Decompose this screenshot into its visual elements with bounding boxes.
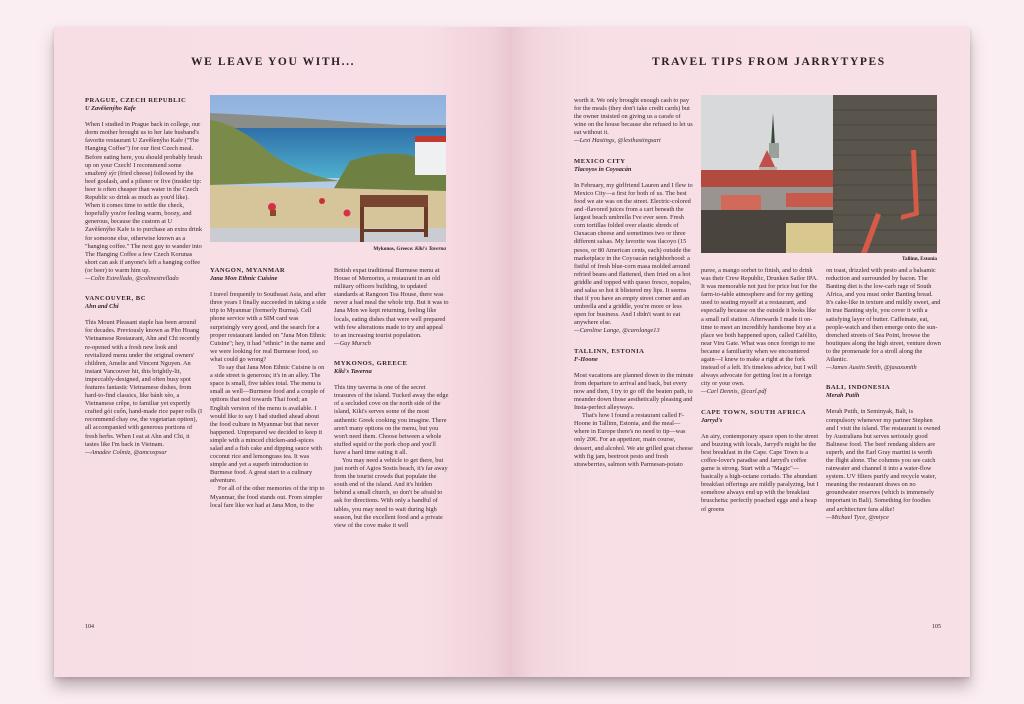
entry-body: An airy, contemporary space open to the street and buzzing with locals, Jarryd's might be the best breakfast in the Cape. Cape Town is a coffee-lover's paradise and Jarryd's coffee game is strong. Start with a "Magic"—basically a high-octane cortado. The abundant breakfast offerings are mildly paralyzing, but I somehow always end up with the breakfast bruschetta: perfectly poached eggs and a heap of greens	[701, 432, 819, 513]
magazine-spread	[54, 27, 970, 677]
entry-subhead: Jarryd's	[701, 416, 723, 424]
entry-subhead: Jana Mon Ethnic Cuisine	[210, 275, 278, 283]
left-column-3	[334, 267, 449, 530]
tallinn-image	[701, 95, 937, 253]
entry-tallinn	[574, 348, 694, 469]
entry-body: That's how I found a restaurant called F-Hoone in Tallinn, Estonia, and the meal—where in Europe there's no need to tip—was only 20€. For an appetizer, main course, dessert, and alcohol. We ate grilled goat cheese with fig jam, beetroot pesto and fresh strawberries, salmon with Parmesan-potato	[574, 412, 693, 468]
right-page	[512, 27, 970, 677]
entry-subhead: Tlacoyos in Coyoacán	[574, 165, 632, 173]
entry-yangon-cont	[334, 267, 449, 348]
entry-heading: MEXICO CITY	[574, 157, 626, 165]
entry-prague	[85, 97, 203, 283]
entry-body: Most vacations are planned down to the minute from departure to arrival and back, but every now and then, I try to go off the beaten path, to meander down those aesthetically pleasing and Insta-perfect alleyways.	[574, 371, 694, 412]
right-column-2	[701, 267, 819, 514]
entry-heading: BALI, INDONESIA	[826, 384, 891, 392]
entry-mexico-city	[574, 158, 694, 336]
entry-subhead: Ahn and Chi	[85, 303, 119, 311]
entry-body: In February, my girlfriend Lauren and I flew to Mexico City—a first for both of us. The best food we ate was on the street. Electric-colored and -flavored juices from a cart beneath the largest beach umbrella I've ever seen. Fresh corn tortillas folded over elastic shreds of Oaxacan cheese and sometimes two or three different salsas. My favorite was tlacoyo (15 pesos, or 80 American cents, each) outside the marketplace in the Coyoacán neighborhood: a fistful of fresh blue-corn masa molded around refried beans and flattened, then fried on a hot griddle and topped with queso fresco, nopales, and salsa so hot it blistered my lips. It seems that if you have an empty street corner and an umbrella and a griddle, you're more or less open for business. And I didn't want to eat anywhere else.	[574, 181, 693, 327]
entry-body: puree, a mango sorbet to finish, and to drink was their Crew Republic, Drunken Sailor IPA. It was memorable not just for price but for the farm-to-table atmosphere and for my getting used to seating myself at a restaurant, and especially because on the outside it looks like a small rail station. Afterwards I made it on-time to meet an incredibly handsome boy at a place we both happened upon, called Cafélito, near Viru Gate. What was once foreign to me became a familiarity when we encountered again—I knew to make a right at the fork instead of a left. It's timeless advice, but I will always advocate for getting lost in a foreign city or your own.	[701, 267, 818, 388]
entry-heading: YANGON, MYANMAR	[210, 267, 286, 274]
entry-heading: TALLINN, ESTONIA	[574, 347, 645, 355]
entry-heading: PRAGUE, CZECH REPUBLIC	[85, 97, 187, 104]
entry-credit: —James Austin Smith, @jasaxsmith	[826, 364, 917, 372]
entry-heading: VANCOUVER, BC	[85, 295, 146, 303]
entry-body: When I studied in Prague back in college, our dorm mother brought us to her late husband's favorite restaurant U Zavěšenýho Kafe ("The Hanging Coffee") for our first Czech meal. Before eating here, you should probably brush up on your Czech! I recommend some smažený sýr (fried cheese) followed by the beef goulash, and a pilsner or five (insider tip: beer is often cheaper than water in the Czech Republic so drink as much as you'd like). When it comes time to settle the check, hopefully you're feeling warm, boozy, and generous, because the custom at U Zavěšenýho Kafe is to purchase an extra drink for someone else, otherwise known as a "hanging coffee." The next guy to wander into The Hanging Coffee a few Czech Korunas short can ask if anyone's left a hanging coffee (or beer) to warm him up.	[85, 121, 202, 274]
entry-body: on toast, drizzled with pesto and a balsamic reduction and surrounded by bacon. The Banting diet is the low-carb rage of South Africa, and you must order Banting bread. It's cake-like in texture and mildly sweet, and in true Banting style, you cover it with a satisfying layer of butter. Caffeinate, eat, people-watch and then emerge onto the sun-drenched streets of Sea Point, browse the boutiques along the high street, venture down to the promenade for a stroll along the Atlantic.	[826, 267, 941, 364]
running-head-right: TRAVEL TIPS FROM JARRYTYPES	[652, 56, 886, 68]
entry-credit: —Caroline Lange, @carolange13	[574, 327, 660, 335]
entry-heading: CAPE TOWN, SOUTH AFRICA	[701, 408, 807, 416]
photo-caption-tallinn: Tallinn, Estonia	[902, 256, 937, 262]
entry-subhead: Kiki's Taverna	[334, 368, 372, 376]
left-column-2	[210, 267, 327, 510]
entry-body: This Mount Pleasant staple has been around for decades. Previously known as Pho Hoang Vietnamese Restaurant, Ahn and Chi recently re-opened with a fresh new look and revitalized menu under the original owners' children, Amelie and Vincent Nguyen. An instant Vancouver hit, this brightly-lit, impeccably-designed, and often busy spot features fantastic Vietnamese dishes, from hard-to-find classics, like bánh xèo, a Vietnamese crêpe, to familiar yet expertly crafted gỏi cuốn, hand-made rice paper rolls (I recommend chay ow, the vegetarian option), all accompanied with generous portions of fresh herbs. When I eat at Ahn and Chi, it tastes like I'm back in Vietnam.	[85, 319, 203, 448]
running-head-left: WE LEAVE YOU WITH...	[191, 56, 356, 68]
entry-subhead: F-Hoone	[574, 355, 598, 363]
photo-tallinn	[701, 95, 937, 253]
entry-credit: —Guy Mursch	[334, 339, 371, 347]
entry-credit: —Colin Estrellado, @colinestrellado	[85, 274, 179, 282]
entry-subhead: U Zavěšenýho Kafe	[85, 105, 136, 113]
photo-caption-mykonos: Mykonos, Greece: Kiki's Taverna	[373, 246, 446, 252]
left-column-1	[85, 97, 203, 469]
entry-bali	[826, 384, 941, 522]
page-number-left: 104	[85, 624, 94, 630]
page-number-right: 105	[932, 624, 941, 630]
right-column-1	[574, 97, 694, 469]
photo-mykonos	[210, 95, 446, 242]
entry-credit: —Michael Tyce, @mtyce	[826, 513, 889, 521]
entry-subhead: Merah Putih	[826, 392, 860, 400]
entry-body: For all of the other memories of the trip to Myanmar, the food stands out. From simpler local fare like we had at Jana Mon, to the	[210, 485, 325, 509]
entry-credit: —Carl Dennis, @carl.pdf	[701, 388, 767, 396]
entry-body: British expat traditional Burmese menu at House of Memories, a restaurant in an old military officers building, to updated standards at Rangoon Tea House, there was never a bad meal the whole trip. But it was to Jana Mon we kept returning, feeling like locals, eating dishes that were well prepared with few alterations made to try and appeal to an increasing tourist population.	[334, 267, 449, 339]
entry-body: worth it. We only brought enough cash to pay for the meals (they don't take credit cards) but the owner insisted on giving us a carafe of wine on the house because she refused to let us eat without it.	[574, 97, 693, 137]
entry-vancouver	[85, 295, 203, 457]
left-page	[54, 27, 512, 677]
right-column-3	[826, 267, 941, 522]
entry-body: You may need a vehicle to get there, but just north of Agios Sostis beach, it's far away from the tourist crowds that populate the south end of the island. And it's hidden behind a small church, so don't be afraid to ask for directions. With only a handful of tables, you may need to wait during high season, but the excellent food and a private view of the cove make it well	[334, 456, 448, 529]
entry-cape-town	[701, 409, 819, 514]
entry-heading: MYKONOS, GREECE	[334, 359, 408, 367]
entry-body: This tiny taverna is one of the secret treasures of the island. Tucked away the edge of a secluded cove on the north side of the island, Kiki's serves some of the most authentic Greek cooking you imagine. There aren't many options on the menu, but you won't need them. Choose between a whole stuffed squid or the pork chop and you'll have a hard time eating it all.	[334, 384, 449, 456]
entry-mykonos	[334, 360, 449, 530]
entry-body: To say that Jana Mon Ethnic Cuisine is on a side street is generous; it's in an alley. The space is small, five tables total. The menu is small as well—Burmese food and a couple of options that nod towards Thai food; an English version of the menu is available. I would like to say I had studied ahead about the food culture in Myanmar but that never happened. Unprepared we decided to keep it simple with a minced chicken-and-spices salad and a fish cake and dipping sauce with coconut rice and lemongrass tea. It was simple and yet a superb introduction to Burmese food. A great start to a culinary adventure.	[210, 364, 325, 485]
entry-mykonos-cont	[574, 97, 694, 146]
entry-body: I travel frequently to Southeast Asia, and after three years I finally succeeded in taking a side trip to Myanmar (formerly Burma). Cell phone service with a SIM card was surprisingly very good, and the search for a proper restaurant landed on "Jana Mon Ethnic Cuisine"; hey, it had "ethnic" in the name and we were looking for real Burmese food, so what could go wrong?	[210, 291, 327, 363]
entry-body: Merah Putih, in Seminyak, Bali, is compulsory whenever my partner Stephen and I visit the island. The restaurant is owned by Australians but serves seriously good Balinese food. The beef rendang sliders are superb, and the Earl Gray martini is worth the flight alone. The columns you see catch rainwater and channel it into a water-flow system. UV filters purify and recycle water, meaning the restaurant draws on no groundwater reserves (which is immensely important in Bali). Something for foodies and architecture fans alike!	[826, 408, 941, 513]
entry-credit: —Amadee Colmiz, @amcoxpsur	[85, 448, 167, 456]
entry-credit: —Lexi Hastings, @lexihastingsart	[574, 137, 661, 145]
entry-cape-town-cont	[826, 267, 941, 372]
entry-tallinn-cont	[701, 267, 819, 397]
mykonos-image	[210, 95, 446, 242]
